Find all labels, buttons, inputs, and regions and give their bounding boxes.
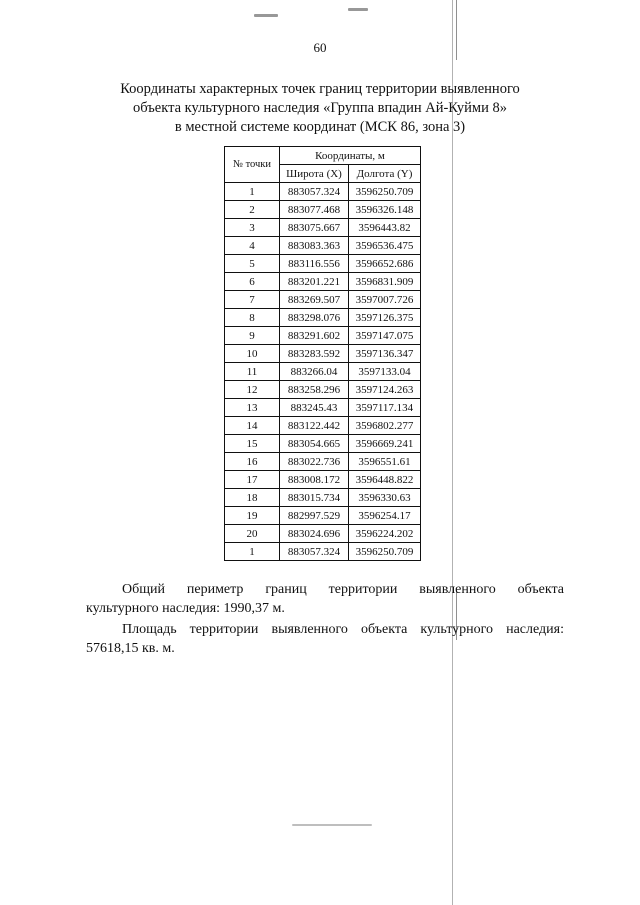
area-line-1 xyxy=(86,620,564,639)
cell-latitude-x: 883057.324 xyxy=(280,543,349,561)
table-row xyxy=(225,183,421,201)
perimeter-line-1 xyxy=(86,580,564,599)
cell-point-number: 6 xyxy=(225,273,280,291)
table-row xyxy=(225,201,421,219)
perimeter-line-2: культурного наследия: 1990,37 м. xyxy=(86,601,285,616)
table-row xyxy=(225,345,421,363)
table-row xyxy=(225,453,421,471)
scan-artifact-footer xyxy=(292,824,372,826)
cell-latitude-x: 883024.696 xyxy=(280,525,349,543)
cell-latitude-x: 883075.667 xyxy=(280,219,349,237)
table-row xyxy=(225,363,421,381)
perimeter-word: выявленного xyxy=(419,582,496,597)
cell-longitude-y: 3596802.277 xyxy=(349,417,421,435)
title-line-3: в местной системе координат (МСК 86, зона 3) xyxy=(174,119,466,135)
cell-point-number: 4 xyxy=(225,237,280,255)
cell-latitude-x: 883201.221 xyxy=(280,273,349,291)
area-word: Площадь xyxy=(122,622,177,637)
perimeter-word: границ xyxy=(265,582,307,597)
header-point-number: № точки xyxy=(225,147,280,183)
cell-point-number: 15 xyxy=(225,435,280,453)
cell-point-number: 5 xyxy=(225,255,280,273)
perimeter-word: объекта xyxy=(517,582,564,597)
cell-longitude-y: 3596250.709 xyxy=(349,183,421,201)
cell-longitude-y: 3597007.726 xyxy=(349,291,421,309)
cell-longitude-y: 3597133.04 xyxy=(349,363,421,381)
cell-longitude-y: 3596831.909 xyxy=(349,273,421,291)
area-word: культурного xyxy=(420,622,494,637)
cell-latitude-x: 883083.363 xyxy=(280,237,349,255)
cell-longitude-y: 3596669.241 xyxy=(349,435,421,453)
cell-latitude-x: 883291.602 xyxy=(280,327,349,345)
cell-point-number: 12 xyxy=(225,381,280,399)
header-latitude-x: Широта (X) xyxy=(280,165,349,183)
cell-longitude-y: 3597124.263 xyxy=(349,381,421,399)
cell-longitude-y: 3596443.82 xyxy=(349,219,421,237)
header-longitude-y: Долгота (Y) xyxy=(349,165,421,183)
perimeter-paragraph xyxy=(86,580,564,618)
cell-point-number: 1 xyxy=(225,543,280,561)
cell-latitude-x: 883283.592 xyxy=(280,345,349,363)
table-row xyxy=(225,471,421,489)
cell-longitude-y: 3596652.686 xyxy=(349,255,421,273)
cell-longitude-y: 3597117.134 xyxy=(349,399,421,417)
table-row xyxy=(225,507,421,525)
cell-point-number: 19 xyxy=(225,507,280,525)
cell-point-number: 1 xyxy=(225,183,280,201)
scan-artifact-top-right xyxy=(348,8,368,11)
cell-point-number: 14 xyxy=(225,417,280,435)
cell-point-number: 8 xyxy=(225,309,280,327)
area-paragraph xyxy=(86,620,564,658)
table-row xyxy=(225,327,421,345)
cell-point-number: 2 xyxy=(225,201,280,219)
page-number: 60 xyxy=(313,40,327,55)
cell-point-number: 13 xyxy=(225,399,280,417)
area-word: объекта xyxy=(360,622,408,637)
table-row xyxy=(225,291,421,309)
cell-latitude-x: 883245.43 xyxy=(280,399,349,417)
cell-latitude-x: 883022.736 xyxy=(280,453,349,471)
cell-point-number: 20 xyxy=(225,525,280,543)
cell-latitude-x: 883116.556 xyxy=(280,255,349,273)
title-line-1: Координаты характерных точек границ территории выявленного xyxy=(120,81,520,97)
cell-longitude-y: 3596250.709 xyxy=(349,543,421,561)
cell-point-number: 7 xyxy=(225,291,280,309)
cell-longitude-y: 3597136.347 xyxy=(349,345,421,363)
cell-longitude-y: 3596448.822 xyxy=(349,471,421,489)
perimeter-word: территории xyxy=(328,582,398,597)
table-row xyxy=(225,435,421,453)
cell-latitude-x: 883008.172 xyxy=(280,471,349,489)
table-row xyxy=(225,543,421,561)
cell-point-number: 16 xyxy=(225,453,280,471)
document-title xyxy=(80,80,560,137)
cell-longitude-y: 3596330.63 xyxy=(349,489,421,507)
coordinates-table xyxy=(224,146,421,561)
cell-point-number: 17 xyxy=(225,471,280,489)
cell-latitude-x: 883269.507 xyxy=(280,291,349,309)
cell-longitude-y: 3597126.375 xyxy=(349,309,421,327)
cell-latitude-x: 883258.296 xyxy=(280,381,349,399)
perimeter-word: Общий xyxy=(122,582,165,597)
table-row xyxy=(225,273,421,291)
cell-longitude-y: 3596536.475 xyxy=(349,237,421,255)
area-word: выявленного xyxy=(271,622,348,637)
table-row xyxy=(225,381,421,399)
perimeter-word: периметр xyxy=(186,582,244,597)
cell-latitude-x: 883122.442 xyxy=(280,417,349,435)
cell-point-number: 9 xyxy=(225,327,280,345)
cell-point-number: 18 xyxy=(225,489,280,507)
cell-longitude-y: 3596224.202 xyxy=(349,525,421,543)
coordinates-table-body xyxy=(225,183,421,561)
cell-point-number: 10 xyxy=(225,345,280,363)
cell-latitude-x: 883054.665 xyxy=(280,435,349,453)
table-row xyxy=(225,255,421,273)
area-word: территории xyxy=(189,622,259,637)
cell-longitude-y: 3597147.075 xyxy=(349,327,421,345)
table-row xyxy=(225,219,421,237)
area-word: наследия: xyxy=(506,622,564,637)
cell-point-number: 3 xyxy=(225,219,280,237)
cell-longitude-y: 3596551.61 xyxy=(349,453,421,471)
cell-latitude-x: 883266.04 xyxy=(280,363,349,381)
table-row xyxy=(225,525,421,543)
table-row xyxy=(225,417,421,435)
cell-point-number: 11 xyxy=(225,363,280,381)
cell-longitude-y: 3596254.17 xyxy=(349,507,421,525)
table-row xyxy=(225,237,421,255)
cell-latitude-x: 882997.529 xyxy=(280,507,349,525)
header-coordinates: Координаты, м xyxy=(280,147,421,165)
cell-latitude-x: 883057.324 xyxy=(280,183,349,201)
table-row xyxy=(225,399,421,417)
scan-artifact-top-left xyxy=(254,14,278,17)
cell-latitude-x: 883015.734 xyxy=(280,489,349,507)
cell-latitude-x: 883077.468 xyxy=(280,201,349,219)
area-line-2: 57618,15 кв. м. xyxy=(86,641,175,656)
title-line-2: объекта культурного наследия «Группа впадин Ай-Куйми 8» xyxy=(133,100,507,116)
table-row xyxy=(225,309,421,327)
cell-latitude-x: 883298.076 xyxy=(280,309,349,327)
cell-longitude-y: 3596326.148 xyxy=(349,201,421,219)
table-row xyxy=(225,489,421,507)
